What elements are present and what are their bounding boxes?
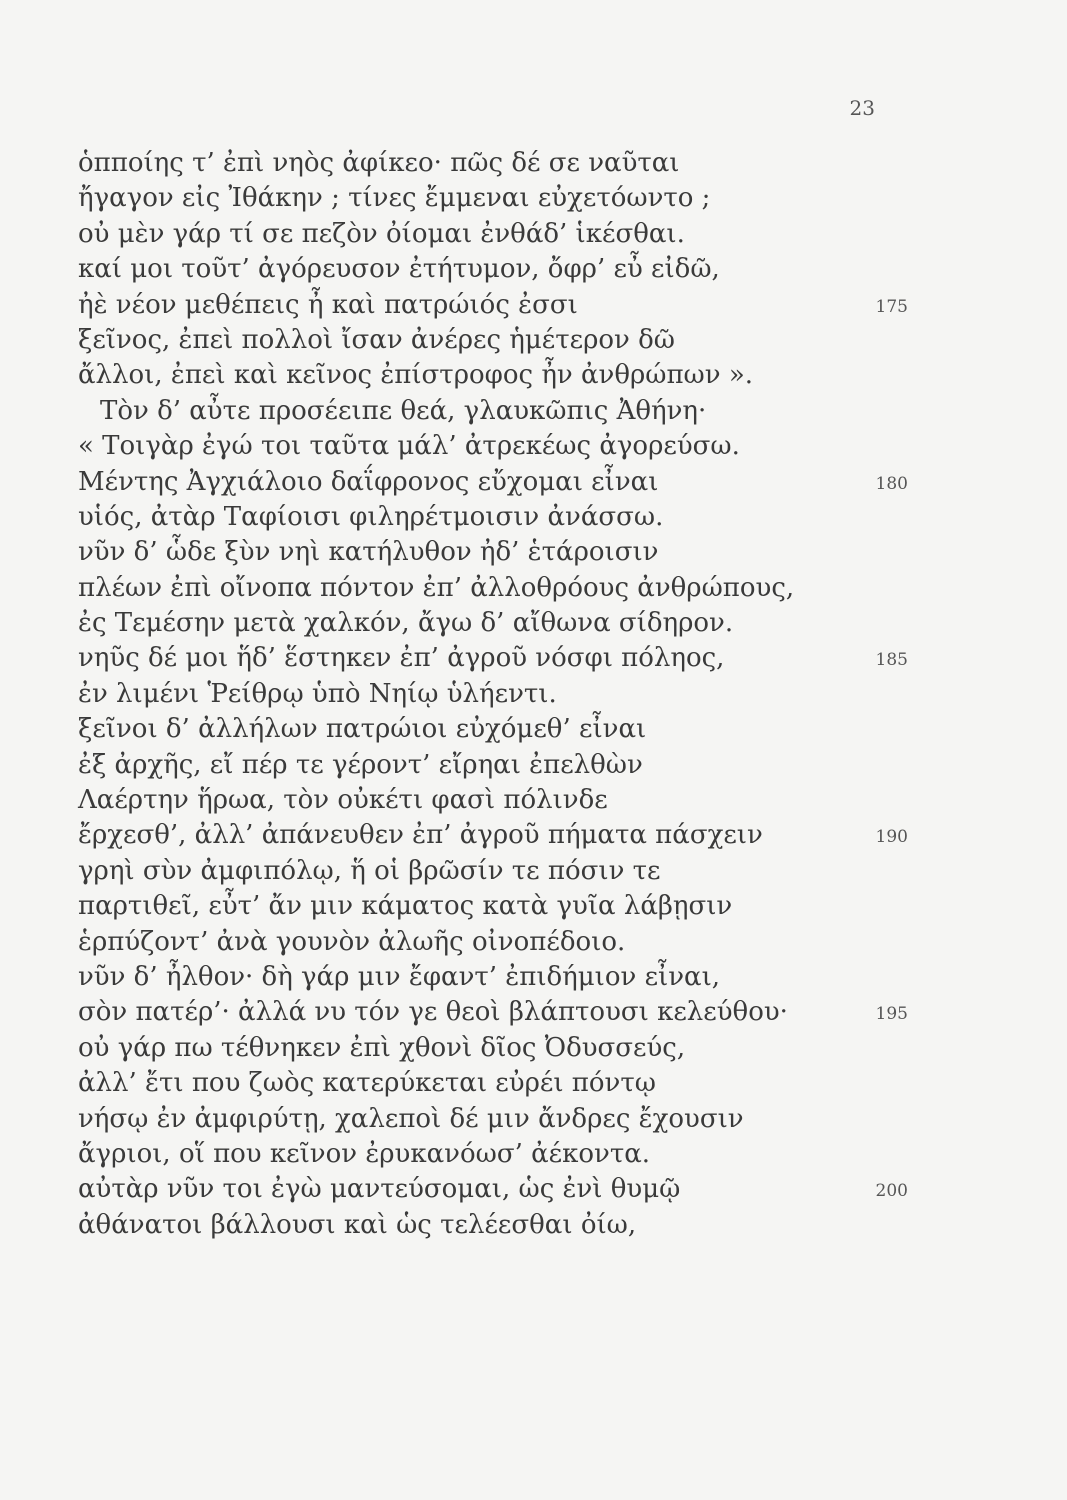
verse-line: [78, 571, 908, 606]
verse-line: [78, 1208, 908, 1243]
verse-text: νῦν δ’ ὧδε ξὺν νηὶ κατήλυθον ἠδ’ ἑτάροισιν: [78, 537, 659, 568]
verse-text: ξεῖνος, ἐπεὶ πολλοὶ ἴσαν ἀνέρες ἡμέτερον δῶ: [78, 324, 675, 355]
verse-text: οὐ γάρ πω τέθνηκεν ἐπὶ χθονὶ δῖος Ὀδυσσεύς,: [78, 1032, 686, 1063]
verse-line: [78, 712, 908, 747]
verse-line: [78, 535, 908, 570]
verse-text: καί μοι τοῦτ’ ἀγόρευσον ἐτήτυμον, ὄφρ’ εὖ εἰδῶ,: [78, 254, 720, 285]
verse-line: [78, 358, 908, 393]
verse-line: [78, 854, 908, 889]
line-number: 190: [875, 827, 908, 848]
verse-line: [78, 748, 908, 783]
verse-text: ἄλλοι, ἐπεὶ καὶ κεῖνος ἐπίστροφος ἦν ἀνθρώπων ».: [78, 360, 753, 391]
verse-text: γρηὶ σὺν ἀμφιπόλῳ, ἥ οἱ βρῶσίν τε πόσιν τε: [78, 855, 661, 886]
verse-line: [78, 925, 908, 960]
verse-line: [78, 465, 908, 500]
verse-text: ὁπποίης τ’ ἐπὶ νηὸς ἀφίκεο· πῶς δέ σε ναῦται: [78, 148, 680, 178]
line-number: 200: [875, 1181, 908, 1202]
verse-line: [78, 181, 908, 216]
verse-line: [78, 323, 908, 358]
verse-text: παρτιθεῖ, εὖτ’ ἄν μιν κάματος κατὰ γυῖα λάβῃσιν: [78, 891, 733, 922]
line-number: 195: [875, 1004, 908, 1025]
verse-text: υἱός, ἀτὰρ Ταφίοισι φιληρέτμοισιν ἀνάσσω.: [78, 501, 664, 532]
line-number: 175: [875, 296, 908, 317]
verse-text: ἠὲ νέον μεθέπεις ἦ καὶ πατρώιός ἐσσι: [78, 289, 578, 320]
verse-text: ἐν λιμένι Ῥείθρῳ ὑπὸ Νηίῳ ὑλήεντι.: [78, 678, 557, 709]
verse-line: [78, 1066, 908, 1101]
line-number: 180: [875, 473, 908, 494]
verse-line: [78, 783, 908, 818]
verse-line: [78, 252, 908, 287]
verse-line: [78, 677, 908, 712]
verse-line: [78, 217, 908, 252]
verse-text: αὐτὰρ νῦν τοι ἐγὼ μαντεύσομαι, ὡς ἐνὶ θυμῷ: [78, 1174, 681, 1205]
verse-text: ἀλλ’ ἔτι που ζωὸς κατερύκεται εὐρέι πόντῳ: [78, 1068, 656, 1099]
verse-text: Τὸν δ’ αὖτε προσέειπε θεά, γλαυκῶπις Ἀθήνη·: [100, 395, 707, 426]
verse-text: νηῦς δέ μοι ἥδ’ ἕστηκεν ἐπ’ ἀγροῦ νόσφι πόληος,: [78, 643, 725, 674]
verse-line: [78, 1031, 908, 1066]
verse-text: ἑρπύζοντ’ ἀνὰ γουνὸν ἀλωῆς οἰνοπέδοιο.: [78, 926, 626, 957]
verse-text: οὐ μὲν γάρ τί σε πεζὸν ὀίομαι ἐνθάδ’ ἱκέσθαι.: [78, 218, 685, 249]
verse-text: σὸν πατέρ’· ἀλλά νυ τόν γε θεοὶ βλάπτουσι κελεύθου·: [78, 997, 788, 1028]
verse-text: « Τοιγὰρ ἐγώ τοι ταῦτα μάλ’ ἀτρεκέως ἀγορεύσω.: [78, 431, 740, 462]
verse-line: [78, 889, 908, 924]
verse-text: πλέων ἐπὶ οἴνοπα πόντον ἐπ’ ἀλλοθρόους ἀνθρώπους,: [78, 572, 795, 603]
verse-text: ἔρχεσθ’, ἀλλ’ ἀπάνευθεν ἐπ’ ἀγροῦ πήματα πάσχειν: [78, 820, 763, 851]
verse-line: [78, 995, 908, 1030]
verse-text: ἐξ ἀρχῆς, εἴ πέρ τε γέροντ’ εἴρηαι ἐπελθὼν: [78, 749, 643, 780]
verse-text: Μέντης Ἀγχιάλοιο δαΐφρονος εὔχομαι εἶναι: [78, 466, 659, 497]
verse-text: ἄγριοι, οἵ που κεῖνον ἐρυκανόωσ’ ἀέκοντα.: [78, 1138, 651, 1169]
verse-line: [78, 429, 908, 464]
line-number: 185: [875, 650, 908, 671]
verse-text: νήσῳ ἐν ἀμφιρύτῃ, χαλεποὶ δέ μιν ἄνδρες ἔχουσιν: [78, 1103, 744, 1134]
verse-line: [78, 288, 908, 323]
verse-line: [78, 1172, 908, 1207]
verse-line: [78, 641, 908, 676]
verse-line: [78, 960, 908, 995]
page-number: 23: [849, 96, 875, 120]
verse-line: [78, 818, 908, 853]
verse-line: [78, 1137, 908, 1172]
verse-line: [78, 394, 908, 429]
verse-text: ξεῖνοι δ’ ἀλλήλων πατρώιοι εὐχόμεθ’ εἶναι: [78, 714, 647, 745]
verse-line: [78, 500, 908, 535]
verse-line: [78, 146, 908, 181]
verse-text: Λαέρτην ἥρωα, τὸν οὐκέτι φασὶ πόλινδε: [78, 785, 608, 816]
verse-text: ἀθάνατοι βάλλουσι καὶ ὡς τελέεσθαι ὀίω,: [78, 1209, 637, 1240]
verse-text: νῦν δ’ ἦλθον· δὴ γάρ μιν ἔφαντ’ ἐπιδήμιον εἶναι,: [78, 961, 721, 992]
verse-text: ἤγαγον εἰς Ἰθάκην ; τίνες ἔμμεναι εὐχετόωντο ;: [78, 183, 711, 214]
verse-line: [78, 1102, 908, 1137]
verse-text: ἐς Τεμέσην μετὰ χαλκόν, ἄγω δ’ αἴθωνα σίδηρον.: [78, 608, 734, 639]
verse-line: [78, 606, 908, 641]
verse-lines: [78, 146, 908, 1243]
